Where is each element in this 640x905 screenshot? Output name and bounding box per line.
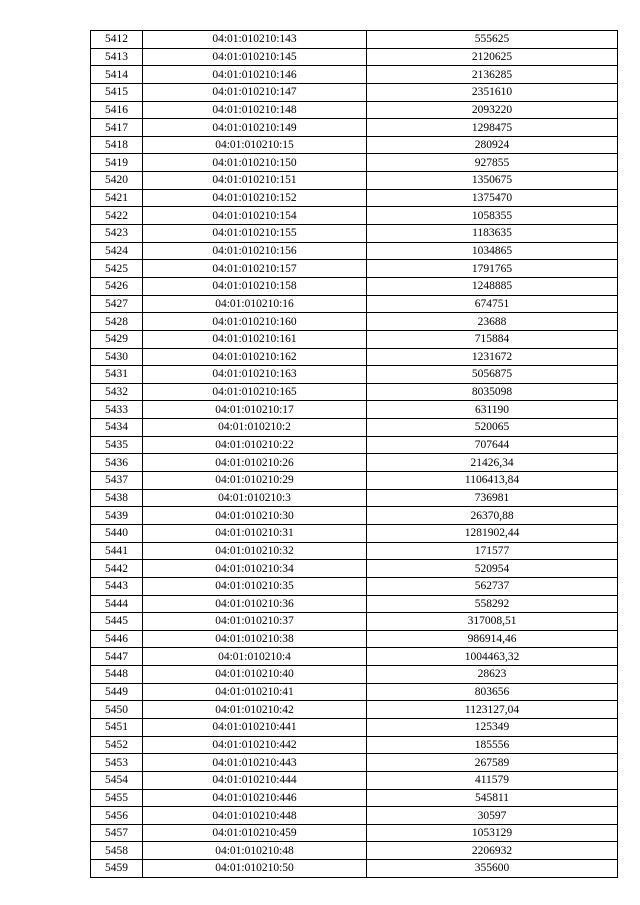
row-number-cell: 5444 <box>91 595 143 613</box>
cadastral-value-cell: 520954 <box>367 560 618 578</box>
row-number-cell: 5455 <box>91 789 143 807</box>
row-number-cell: 5421 <box>91 189 143 207</box>
cadastral-value-cell: 986914,46 <box>367 630 618 648</box>
row-number-cell: 5456 <box>91 807 143 825</box>
row-number-cell: 5458 <box>91 842 143 860</box>
row-number-cell: 5413 <box>91 48 143 66</box>
table-row <box>91 701 618 719</box>
row-number-cell: 5417 <box>91 119 143 137</box>
row-number-cell: 5412 <box>91 31 143 49</box>
row-number-cell: 5448 <box>91 666 143 684</box>
cadastral-value-cell: 707644 <box>367 436 618 454</box>
cadastral-value-cell: 23688 <box>367 313 618 331</box>
cadastral-value-cell: 715884 <box>367 330 618 348</box>
cadastral-number-cell: 04:01:010210:157 <box>143 260 367 278</box>
table-row <box>91 454 618 472</box>
table-row <box>91 260 618 278</box>
cadastral-number-cell: 04:01:010210:163 <box>143 366 367 384</box>
cadastral-number-cell: 04:01:010210:143 <box>143 31 367 49</box>
row-number-cell: 5445 <box>91 613 143 631</box>
row-number-cell: 5416 <box>91 101 143 119</box>
cadastral-number-cell: 04:01:010210:30 <box>143 507 367 525</box>
cadastral-value-cell: 1053129 <box>367 824 618 842</box>
table-row <box>91 295 618 313</box>
cadastral-number-cell: 04:01:010210:459 <box>143 824 367 842</box>
row-number-cell: 5433 <box>91 401 143 419</box>
cadastral-value-cell: 562737 <box>367 577 618 595</box>
cadastral-number-cell: 04:01:010210:148 <box>143 101 367 119</box>
table-row <box>91 860 618 878</box>
row-number-cell: 5437 <box>91 472 143 490</box>
cadastral-number-cell: 04:01:010210:31 <box>143 524 367 542</box>
cadastral-value-cell: 125349 <box>367 718 618 736</box>
row-number-cell: 5425 <box>91 260 143 278</box>
cadastral-value-cell: 674751 <box>367 295 618 313</box>
cadastral-value-cell: 2136285 <box>367 66 618 84</box>
row-number-cell: 5428 <box>91 313 143 331</box>
row-number-cell: 5427 <box>91 295 143 313</box>
row-number-cell: 5450 <box>91 701 143 719</box>
row-number-cell: 5454 <box>91 771 143 789</box>
cadastral-value-cell: 520065 <box>367 419 618 437</box>
cadastral-value-cell: 317008,51 <box>367 613 618 631</box>
cadastral-value-cell: 8035098 <box>367 383 618 401</box>
row-number-cell: 5439 <box>91 507 143 525</box>
cadastral-number-cell: 04:01:010210:446 <box>143 789 367 807</box>
cadastral-value-cell: 267589 <box>367 754 618 772</box>
cadastral-value-cell: 1058355 <box>367 207 618 225</box>
cadastral-value-cell: 411579 <box>367 771 618 789</box>
table-row <box>91 348 618 366</box>
cadastral-number-cell: 04:01:010210:15 <box>143 136 367 154</box>
cadastral-value-cell: 21426,34 <box>367 454 618 472</box>
cadastral-number-cell: 04:01:010210:165 <box>143 383 367 401</box>
cadastral-value-cell: 1183635 <box>367 225 618 243</box>
cadastral-number-cell: 04:01:010210:151 <box>143 172 367 190</box>
table-row <box>91 524 618 542</box>
cadastral-number-cell: 04:01:010210:40 <box>143 666 367 684</box>
cadastral-value-cell: 1281902,44 <box>367 524 618 542</box>
cadastral-number-cell: 04:01:010210:162 <box>143 348 367 366</box>
row-number-cell: 5426 <box>91 277 143 295</box>
table-row <box>91 754 618 772</box>
table-row <box>91 842 618 860</box>
row-number-cell: 5435 <box>91 436 143 454</box>
cadastral-number-cell: 04:01:010210:2 <box>143 419 367 437</box>
table-row <box>91 507 618 525</box>
table-row <box>91 648 618 666</box>
cadastral-number-cell: 04:01:010210:16 <box>143 295 367 313</box>
cadastral-number-cell: 04:01:010210:147 <box>143 83 367 101</box>
table-row <box>91 83 618 101</box>
table-row <box>91 366 618 384</box>
row-number-cell: 5414 <box>91 66 143 84</box>
table-row <box>91 683 618 701</box>
table-row <box>91 242 618 260</box>
cadastral-number-cell: 04:01:010210:160 <box>143 313 367 331</box>
cadastral-number-cell: 04:01:010210:444 <box>143 771 367 789</box>
cadastral-value-cell: 555625 <box>367 31 618 49</box>
cadastral-value-table <box>90 30 618 878</box>
cadastral-value-cell: 5056875 <box>367 366 618 384</box>
cadastral-number-cell: 04:01:010210:34 <box>143 560 367 578</box>
row-number-cell: 5423 <box>91 225 143 243</box>
cadastral-number-cell: 04:01:010210:150 <box>143 154 367 172</box>
table-row <box>91 542 618 560</box>
row-number-cell: 5459 <box>91 860 143 878</box>
cadastral-value-cell: 28623 <box>367 666 618 684</box>
table-row <box>91 48 618 66</box>
cadastral-number-cell: 04:01:010210:3 <box>143 489 367 507</box>
row-number-cell: 5452 <box>91 736 143 754</box>
row-number-cell: 5453 <box>91 754 143 772</box>
row-number-cell: 5446 <box>91 630 143 648</box>
cadastral-number-cell: 04:01:010210:158 <box>143 277 367 295</box>
cadastral-value-cell: 2093220 <box>367 101 618 119</box>
cadastral-number-cell: 04:01:010210:4 <box>143 648 367 666</box>
cadastral-value-cell: 1123127,04 <box>367 701 618 719</box>
table-row <box>91 419 618 437</box>
table-row <box>91 277 618 295</box>
table-row <box>91 718 618 736</box>
cadastral-number-cell: 04:01:010210:38 <box>143 630 367 648</box>
cadastral-value-cell: 1034865 <box>367 242 618 260</box>
cadastral-value-cell: 631190 <box>367 401 618 419</box>
table-row <box>91 595 618 613</box>
table-row <box>91 207 618 225</box>
row-number-cell: 5457 <box>91 824 143 842</box>
cadastral-number-cell: 04:01:010210:36 <box>143 595 367 613</box>
row-number-cell: 5419 <box>91 154 143 172</box>
table-row <box>91 189 618 207</box>
cadastral-number-cell: 04:01:010210:443 <box>143 754 367 772</box>
table-row <box>91 613 618 631</box>
cadastral-value-cell: 280924 <box>367 136 618 154</box>
cadastral-number-cell: 04:01:010210:156 <box>143 242 367 260</box>
cadastral-value-cell: 185556 <box>367 736 618 754</box>
cadastral-value-cell: 30597 <box>367 807 618 825</box>
cadastral-number-cell: 04:01:010210:37 <box>143 613 367 631</box>
cadastral-value-cell: 927855 <box>367 154 618 172</box>
table-row <box>91 807 618 825</box>
table-row <box>91 172 618 190</box>
cadastral-number-cell: 04:01:010210:50 <box>143 860 367 878</box>
row-number-cell: 5434 <box>91 419 143 437</box>
cadastral-value-cell: 1350675 <box>367 172 618 190</box>
row-number-cell: 5431 <box>91 366 143 384</box>
row-number-cell: 5436 <box>91 454 143 472</box>
table-row <box>91 489 618 507</box>
table-row <box>91 436 618 454</box>
cadastral-value-cell: 1004463,32 <box>367 648 618 666</box>
table-row <box>91 560 618 578</box>
cadastral-value-cell: 355600 <box>367 860 618 878</box>
cadastral-value-cell: 1248885 <box>367 277 618 295</box>
cadastral-value-cell: 26370,88 <box>367 507 618 525</box>
row-number-cell: 5424 <box>91 242 143 260</box>
row-number-cell: 5438 <box>91 489 143 507</box>
row-number-cell: 5430 <box>91 348 143 366</box>
row-number-cell: 5432 <box>91 383 143 401</box>
table-row <box>91 401 618 419</box>
cadastral-number-cell: 04:01:010210:155 <box>143 225 367 243</box>
cadastral-number-cell: 04:01:010210:17 <box>143 401 367 419</box>
cadastral-value-cell: 1298475 <box>367 119 618 137</box>
cadastral-number-cell: 04:01:010210:145 <box>143 48 367 66</box>
cadastral-value-cell: 2206932 <box>367 842 618 860</box>
cadastral-number-cell: 04:01:010210:152 <box>143 189 367 207</box>
table-row <box>91 771 618 789</box>
cadastral-value-cell: 2351610 <box>367 83 618 101</box>
row-number-cell: 5415 <box>91 83 143 101</box>
cadastral-value-cell: 1375470 <box>367 189 618 207</box>
cadastral-number-cell: 04:01:010210:32 <box>143 542 367 560</box>
cadastral-value-cell: 171577 <box>367 542 618 560</box>
cadastral-value-cell: 545811 <box>367 789 618 807</box>
cadastral-value-cell: 736981 <box>367 489 618 507</box>
cadastral-value-cell: 2120625 <box>367 48 618 66</box>
cadastral-number-cell: 04:01:010210:146 <box>143 66 367 84</box>
cadastral-value-cell: 803656 <box>367 683 618 701</box>
table-row <box>91 31 618 49</box>
row-number-cell: 5442 <box>91 560 143 578</box>
cadastral-number-cell: 04:01:010210:42 <box>143 701 367 719</box>
row-number-cell: 5443 <box>91 577 143 595</box>
table-row <box>91 383 618 401</box>
cadastral-number-cell: 04:01:010210:29 <box>143 472 367 490</box>
row-number-cell: 5447 <box>91 648 143 666</box>
row-number-cell: 5422 <box>91 207 143 225</box>
cadastral-value-cell: 1791765 <box>367 260 618 278</box>
cadastral-number-cell: 04:01:010210:442 <box>143 736 367 754</box>
table-row <box>91 789 618 807</box>
table-row <box>91 136 618 154</box>
row-number-cell: 5420 <box>91 172 143 190</box>
table-row <box>91 472 618 490</box>
cadastral-value-cell: 1106413,84 <box>367 472 618 490</box>
cadastral-number-cell: 04:01:010210:48 <box>143 842 367 860</box>
cadastral-number-cell: 04:01:010210:26 <box>143 454 367 472</box>
row-number-cell: 5449 <box>91 683 143 701</box>
cadastral-number-cell: 04:01:010210:41 <box>143 683 367 701</box>
table-row <box>91 666 618 684</box>
cadastral-number-cell: 04:01:010210:448 <box>143 807 367 825</box>
row-number-cell: 5440 <box>91 524 143 542</box>
cadastral-number-cell: 04:01:010210:161 <box>143 330 367 348</box>
table-row <box>91 101 618 119</box>
table-body <box>91 31 618 878</box>
row-number-cell: 5441 <box>91 542 143 560</box>
table-row <box>91 330 618 348</box>
table-row <box>91 313 618 331</box>
cadastral-value-cell: 1231672 <box>367 348 618 366</box>
table-row <box>91 225 618 243</box>
cadastral-number-cell: 04:01:010210:441 <box>143 718 367 736</box>
table-row <box>91 119 618 137</box>
table-row <box>91 66 618 84</box>
cadastral-number-cell: 04:01:010210:149 <box>143 119 367 137</box>
cadastral-number-cell: 04:01:010210:22 <box>143 436 367 454</box>
row-number-cell: 5418 <box>91 136 143 154</box>
table-row <box>91 824 618 842</box>
cadastral-number-cell: 04:01:010210:154 <box>143 207 367 225</box>
table-row <box>91 154 618 172</box>
cadastral-value-cell: 558292 <box>367 595 618 613</box>
row-number-cell: 5451 <box>91 718 143 736</box>
table-row <box>91 736 618 754</box>
table-row <box>91 630 618 648</box>
row-number-cell: 5429 <box>91 330 143 348</box>
cadastral-number-cell: 04:01:010210:35 <box>143 577 367 595</box>
table-row <box>91 577 618 595</box>
